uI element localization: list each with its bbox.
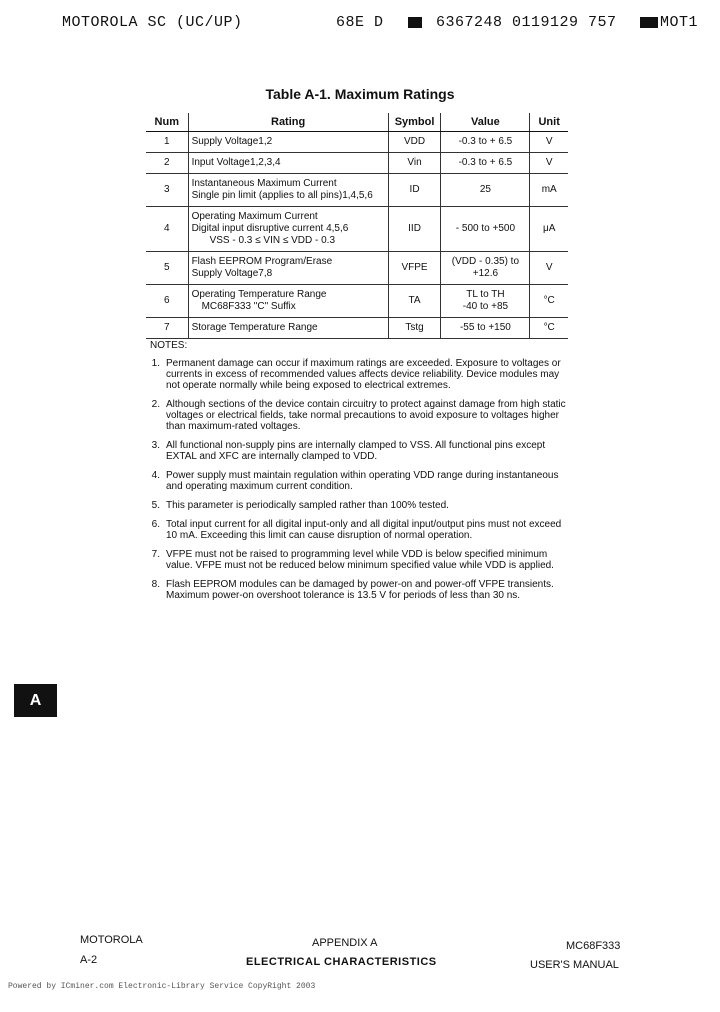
table-row	[146, 132, 568, 153]
note-text: VFPE must not be raised to programming level while VDD is below specified minimum value. VFPE must not be reduced below minimum specified value while VDD is applied.	[166, 549, 554, 571]
footer-device: MC68F333	[566, 940, 621, 952]
row-symbol: Tstg	[388, 318, 441, 339]
row-rating-line: VSS - 0.3 ≤ VIN ≤ VDD - 0.3	[209, 235, 336, 246]
column-header: Symbol	[388, 113, 441, 132]
row-value: - 500 to +500	[441, 207, 530, 252]
header-block-mark	[640, 14, 658, 31]
footer-section-title: ELECTRICAL CHARACTERISTICS	[246, 956, 437, 968]
row-rating: Storage Temperature Range	[188, 318, 388, 339]
row-value: -0.3 to + 6.5	[441, 153, 530, 174]
note-number: 3.	[151, 440, 160, 451]
note-text: Flash EEPROM modules can be damaged by power-on and power-off VFPE transients. Maximum power-on overshoot tolerance is 13.5 V for periods of less than 30 ns.	[166, 579, 554, 601]
header-block-mark	[408, 14, 422, 31]
powered-by-line: Powered by ICminer.com Electronic-Library Service CopyRight 2003	[8, 982, 316, 991]
note-item	[146, 470, 566, 492]
table-row	[146, 285, 568, 318]
row-num: 3	[146, 174, 188, 207]
note-item	[146, 579, 566, 601]
row-num: 6	[146, 285, 188, 318]
note-text: All functional non-supply pins are internally clamped to VSS. All functional pins except EXTAL and XFC are internally clamped to VDD.	[166, 440, 546, 462]
row-rating: Input Voltage1,2,3,4	[188, 153, 388, 174]
note-number: 7.	[151, 549, 160, 560]
row-value: 25	[441, 174, 530, 207]
row-rating-line: Flash EEPROM Program/Erase	[191, 256, 333, 267]
note-number: 1.	[151, 358, 160, 369]
row-num: 4	[146, 207, 188, 252]
footer-page-number: A-2	[80, 954, 98, 966]
appendix-side-tab: A	[14, 684, 57, 717]
row-value-line: TL to TH	[466, 289, 505, 300]
header-right: MOT1	[660, 14, 699, 31]
row-rating-line: Supply Voltage7,8	[191, 268, 273, 279]
notes-heading: NOTES:	[150, 340, 188, 351]
table-header-row	[146, 113, 568, 132]
table-title: Table A-1. Maximum Ratings	[265, 86, 455, 102]
note-item	[146, 519, 566, 541]
note-item	[146, 500, 566, 511]
note-text: Power supply must maintain regulation within operating VDD range during instantaneous and operating maximum current condition.	[166, 470, 559, 492]
footer-publisher: MOTOROLA	[80, 934, 143, 946]
row-symbol: IID	[388, 207, 441, 252]
column-header: Unit	[530, 113, 568, 132]
page-header	[62, 14, 712, 36]
maximum-ratings-table	[146, 113, 568, 339]
table-row	[146, 252, 568, 285]
column-header: Rating	[188, 113, 388, 132]
table-row	[146, 207, 568, 252]
row-unit: μA	[530, 207, 568, 252]
header-code: 68E D	[336, 14, 384, 31]
row-unit: °C	[530, 285, 568, 318]
note-text: Permanent damage can occur if maximum ratings are exceeded. Exposure to voltages or currents in excess of recommended values affects device reliability. Device modules may not operate normally while being exposed to electrical extremes.	[166, 358, 561, 391]
note-number: 4.	[151, 470, 160, 481]
row-symbol: Vin	[388, 153, 441, 174]
row-unit: V	[530, 153, 568, 174]
row-symbol: ID	[388, 174, 441, 207]
row-rating-line: MC68F333 "C" Suffix	[201, 301, 296, 312]
row-symbol: VDD	[388, 132, 441, 153]
row-num: 5	[146, 252, 188, 285]
note-number: 2.	[151, 399, 160, 410]
row-unit: °C	[530, 318, 568, 339]
notes-list	[146, 358, 566, 609]
row-value-line: -40 to +85	[462, 301, 509, 312]
footer-appendix: APPENDIX A	[312, 937, 378, 949]
row-unit: V	[530, 132, 568, 153]
row-rating	[188, 174, 388, 207]
note-text: This parameter is periodically sampled rather than 100% tested.	[166, 500, 449, 511]
row-rating	[188, 252, 388, 285]
row-num: 7	[146, 318, 188, 339]
row-num: 1	[146, 132, 188, 153]
row-rating-line: Operating Maximum Current	[191, 211, 318, 222]
row-value	[441, 285, 530, 318]
row-unit: V	[530, 252, 568, 285]
row-symbol: TA	[388, 285, 441, 318]
row-rating-line: Digital input disruptive current 4,5,6	[191, 223, 349, 234]
header-left: MOTOROLA SC (UC/UP)	[62, 14, 243, 31]
column-header: Value	[441, 113, 530, 132]
note-item	[146, 549, 566, 571]
table-row	[146, 153, 568, 174]
note-number: 6.	[151, 519, 160, 530]
note-text: Total input current for all digital input-only and all digital input/output pins must not exceed 10 mA. Exceeding this limit can cause disruption of normal operation.	[166, 519, 562, 541]
row-num: 2	[146, 153, 188, 174]
row-rating-line: Instantaneous Maximum Current	[191, 178, 337, 189]
footer-manual: USER'S MANUAL	[530, 959, 619, 971]
note-text: Although sections of the device contain circuitry to protect against damage from high static voltages or electrical fields, take normal precautions to avoid exposure to voltages higher than maximum-rated voltages.	[166, 399, 566, 432]
row-value	[441, 252, 530, 285]
note-number: 5.	[151, 500, 160, 511]
table-row	[146, 174, 568, 207]
row-rating	[188, 207, 388, 252]
column-header: Num	[146, 113, 188, 132]
row-value: -0.3 to + 6.5	[441, 132, 530, 153]
note-item	[146, 440, 566, 462]
note-number: 8.	[151, 579, 160, 590]
row-symbol: VFPE	[388, 252, 441, 285]
row-rating	[188, 285, 388, 318]
note-item	[146, 399, 566, 432]
row-value: -55 to +150	[441, 318, 530, 339]
row-rating: Supply Voltage1,2	[188, 132, 388, 153]
note-item	[146, 358, 566, 391]
row-value-line: +12.6	[472, 268, 499, 279]
row-rating-line: Single pin limit (applies to all pins)1,4,5,6	[191, 190, 373, 201]
table-row	[146, 318, 568, 339]
header-number: 6367248 0119129 757	[436, 14, 617, 31]
row-unit: mA	[530, 174, 568, 207]
row-rating-line: Operating Temperature Range	[191, 289, 327, 300]
row-value-line: (VDD - 0.35) to	[451, 256, 520, 267]
